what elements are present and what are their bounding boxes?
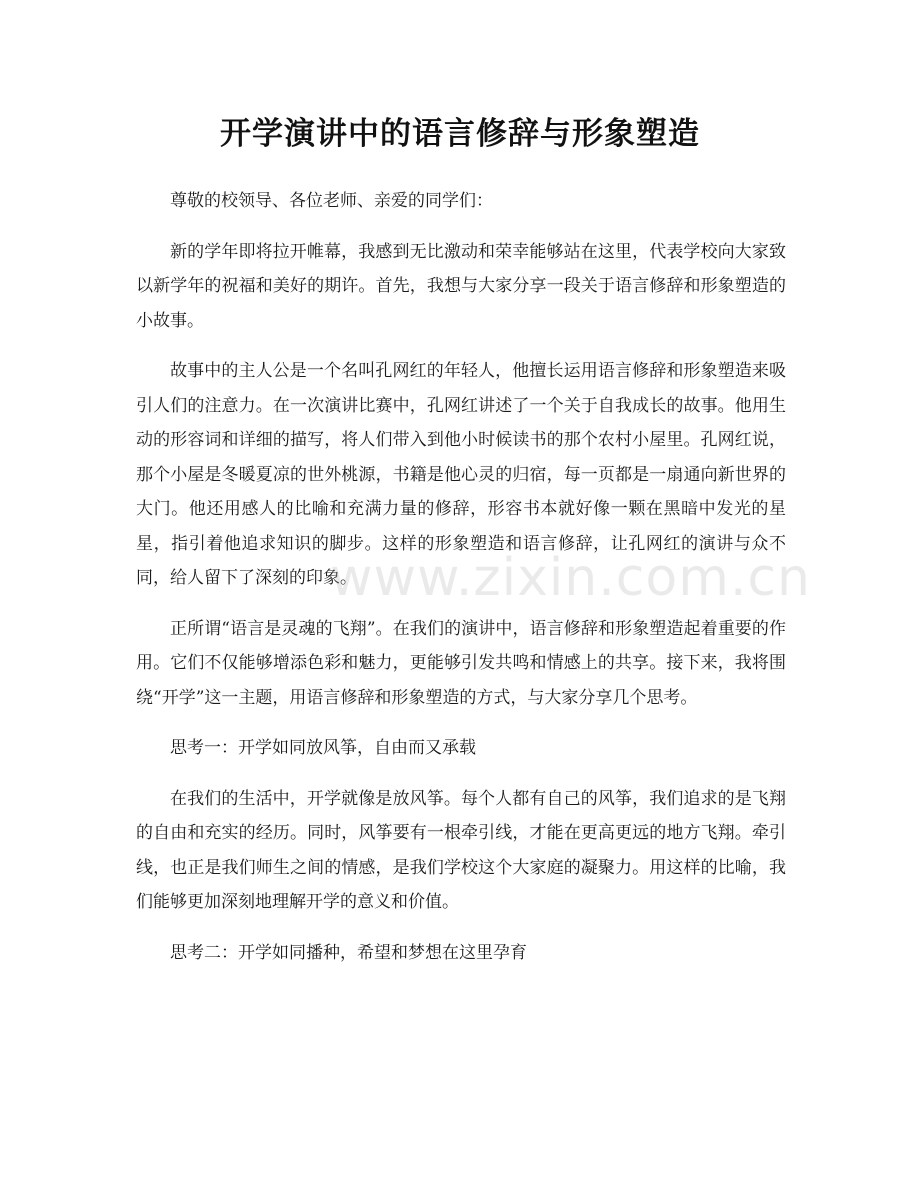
paragraph-thought-two-heading: 思考二：开学如同播种，希望和梦想在这里孕育 bbox=[170, 942, 527, 963]
paragraph-thought-one-heading: 思考一：开学如同放风筝，自由而又承载 bbox=[170, 738, 476, 758]
paragraph-story: 故事中的主人公是一个名叫孔网红的年轻人，他擅长运用语言修辞和形象塑造来吸引人们的注意力。在一次演讲比赛中，孔网红讲述了一个关于自我成长的故事。他用生动的形容词和详细的描写，将人们带入到他小时候读书的那个农村小屋里。孔网红说，那个小屋是冬暖夏凉的世外桃源，书籍是他心灵的归宿，每一页都是一扇通向新世界的大门。他还用感人的比喻和充满力量的修辞，形容书本就好像一颗在黑暗中发光的星星，指引着他追求知识的脚步。这样的形象塑造和语言修辞，让孔网红的演讲与众不同，给人留下了深刻的印象。 bbox=[136, 361, 786, 588]
document-body bbox=[136, 184, 786, 986]
paragraph-thought-one-body: 在我们的生活中，开学就像是放风筝。每个人都有自己的风筝，我们追求的是飞翔的自由和充实的经历。同时，风筝要有一根牵引线，才能在更高更远的地方飞翔。牵引线，也正是我们师生之间的情感，是我们学校这个大家庭的凝聚力。用这样的比喻，我们能够更加深刻地理解开学的意义和价值。 bbox=[136, 788, 786, 912]
paragraph-quote: 正所谓“语言是灵魂的飞翔”。在我们的演讲中，语言修辞和形象塑造起着重要的作用。它们不仅能够增添色彩和魅力，更能够引发共鸣和情感上的共享。接下来，我将围绕“开学”这一主题，用语言修辞和形象塑造的方式，与大家分享几个思考。 bbox=[136, 618, 786, 708]
watermark: www.zixin.com.cn bbox=[330, 548, 811, 608]
paragraph-greeting: 尊敬的校领导、各位老师、亲爱的同学们： bbox=[170, 191, 493, 211]
document-title: 开学演讲中的语言修辞与形象塑造 bbox=[220, 116, 700, 152]
paragraph-intro: 新的学年即将拉开帷幕，我感到无比激动和荣幸能够站在这里，代表学校向大家致以新学年的祝福和美好的期许。首先，我想与大家分享一段关于语言修辞和形象塑造的小故事。 bbox=[136, 241, 786, 331]
